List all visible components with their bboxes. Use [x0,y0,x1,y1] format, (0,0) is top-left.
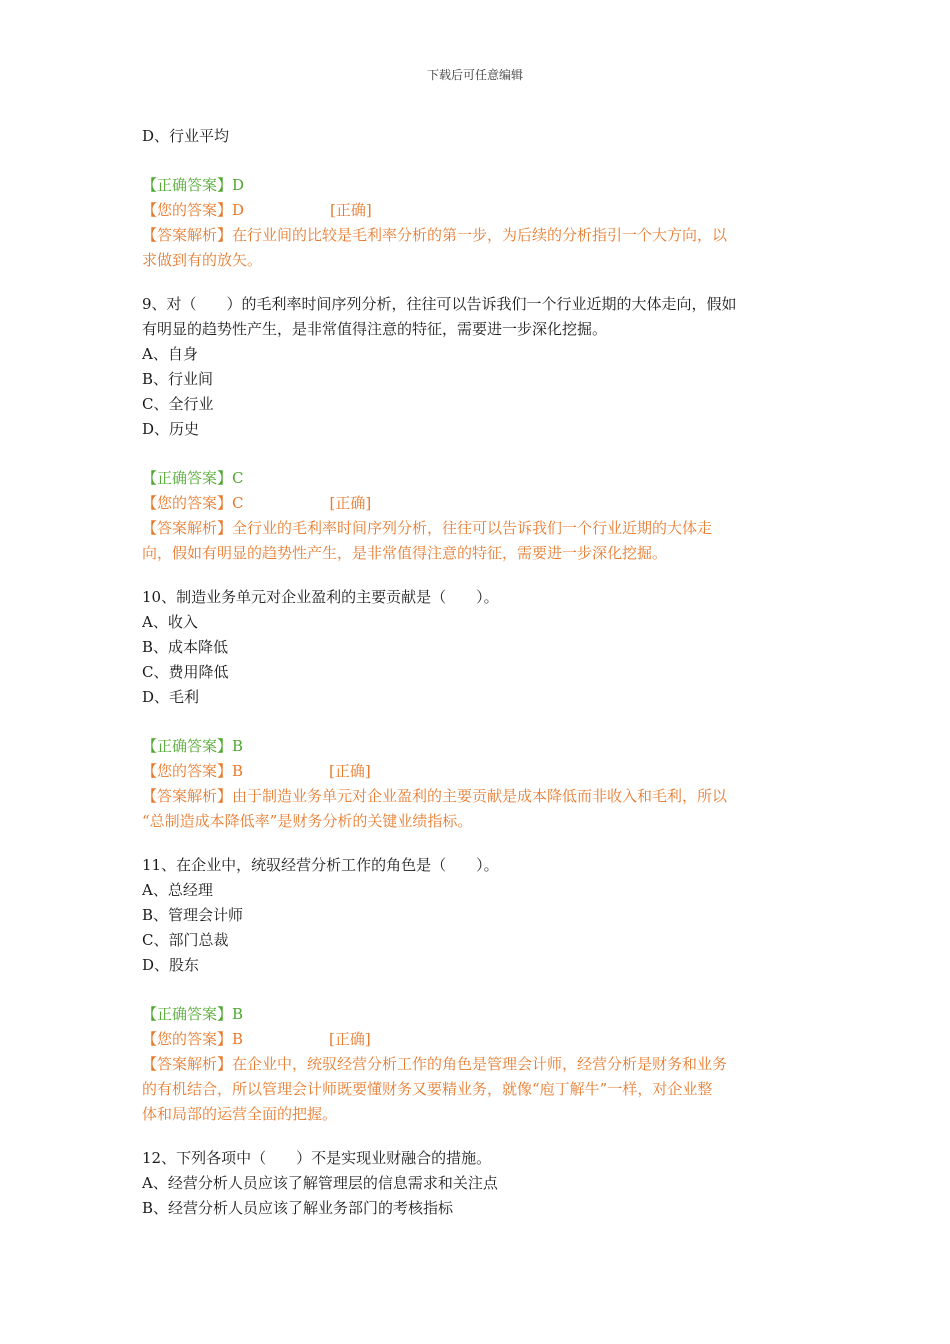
correct-answer: 【正确答案】C [142,469,244,487]
option-c: C、全行业 [142,395,214,413]
question-stem: 9、对（ ）的毛利率时间序列分析，往往可以告诉我们一个行业近期的大体走向，假如 [142,295,737,313]
analysis-line: 体和局部的运营全面的把握。 [142,1105,338,1123]
analysis-line [142,784,807,809]
option-b: B、经营分析人员应该了解业务部门的考核指标 [142,1199,454,1217]
document-body [142,124,807,1221]
option-b: B、行业间 [142,370,214,388]
your-answer: 【您的答案】C [142,494,244,512]
correct-answer: 【正确答案】D [142,176,245,194]
analysis-label: 【答案解析】 [142,1055,233,1073]
analysis-line [142,516,807,541]
question-stem: 12、下列各项中（ ）不是实现业财融合的措施。 [142,1149,492,1167]
question-stem: 10、制造业务单元对企业盈利的主要贡献是（ ）。 [142,588,499,606]
analysis-line [142,223,807,248]
question-stem: 11、在企业中，统驭经营分析工作的角色是（ ）。 [142,856,499,874]
option-a: A、自身 [142,345,198,363]
your-answer-row [142,759,807,784]
analysis-line: “总制造成本降低率”是财务分析的关键业绩指标。 [142,812,473,830]
analysis-label: 【答案解析】 [142,787,233,805]
analysis-line [142,1052,807,1077]
option-a: A、经营分析人员应该了解管理层的信息需求和关注点 [142,1174,498,1192]
analysis-text: 在企业中，统驭经营分析工作的角色是管理会计师，经营分析是财务和业务 [232,1055,728,1073]
answer-status: [正确] [329,1030,371,1048]
option-b: B、管理会计师 [142,906,244,924]
analysis-label: 【答案解析】 [142,226,233,244]
your-answer-row [142,491,807,516]
option-d: D、历史 [142,420,200,438]
your-answer: 【您的答案】D [142,201,245,219]
your-answer-row [142,198,807,223]
option-d: D、毛利 [142,688,200,706]
option-c: C、部门总裁 [142,931,229,949]
analysis-line: 求做到有的放矢。 [142,251,263,269]
analysis-label: 【答案解析】 [142,519,233,537]
answer-status: [正确] [329,494,372,512]
option-a: A、总经理 [142,881,213,899]
option-c: C、费用降低 [142,663,229,681]
option-b: B、成本降低 [142,638,229,656]
analysis-line: 向，假如有明显的趋势性产生，是非常值得注意的特征，需要进一步深化挖掘。 [142,544,668,562]
your-answer-row [142,1027,807,1052]
analysis-line: 的有机结合，所以管理会计师既要懂财务又要精业务，就像“庖丁解牛”一样，对企业整 [142,1080,713,1098]
analysis-text: 由于制造业务单元对企业盈利的主要贡献是成本降低而非收入和毛利，所以 [232,787,728,805]
answer-status: [正确] [330,201,372,219]
analysis-text: 全行业的毛利率时间序列分析，往往可以告诉我们一个行业近期的大体走 [232,519,713,537]
your-answer: 【您的答案】B [142,762,244,780]
correct-answer: 【正确答案】B [142,1005,244,1023]
header-note: 下载后可任意编辑 [426,68,523,82]
correct-answer: 【正确答案】B [142,737,244,755]
answer-status: [正确] [329,762,371,780]
option-d: D、行业平均 [142,127,230,145]
option-d: D、股东 [142,956,200,974]
option-a: A、收入 [142,613,198,631]
analysis-text: 在行业间的比较是毛利率分析的第一步，为后续的分析指引一个大方向，以 [232,226,728,244]
your-answer: 【您的答案】B [142,1030,244,1048]
question-stem: 有明显的趋势性产生，是非常值得注意的特征，需要进一步深化挖掘。 [142,320,608,338]
